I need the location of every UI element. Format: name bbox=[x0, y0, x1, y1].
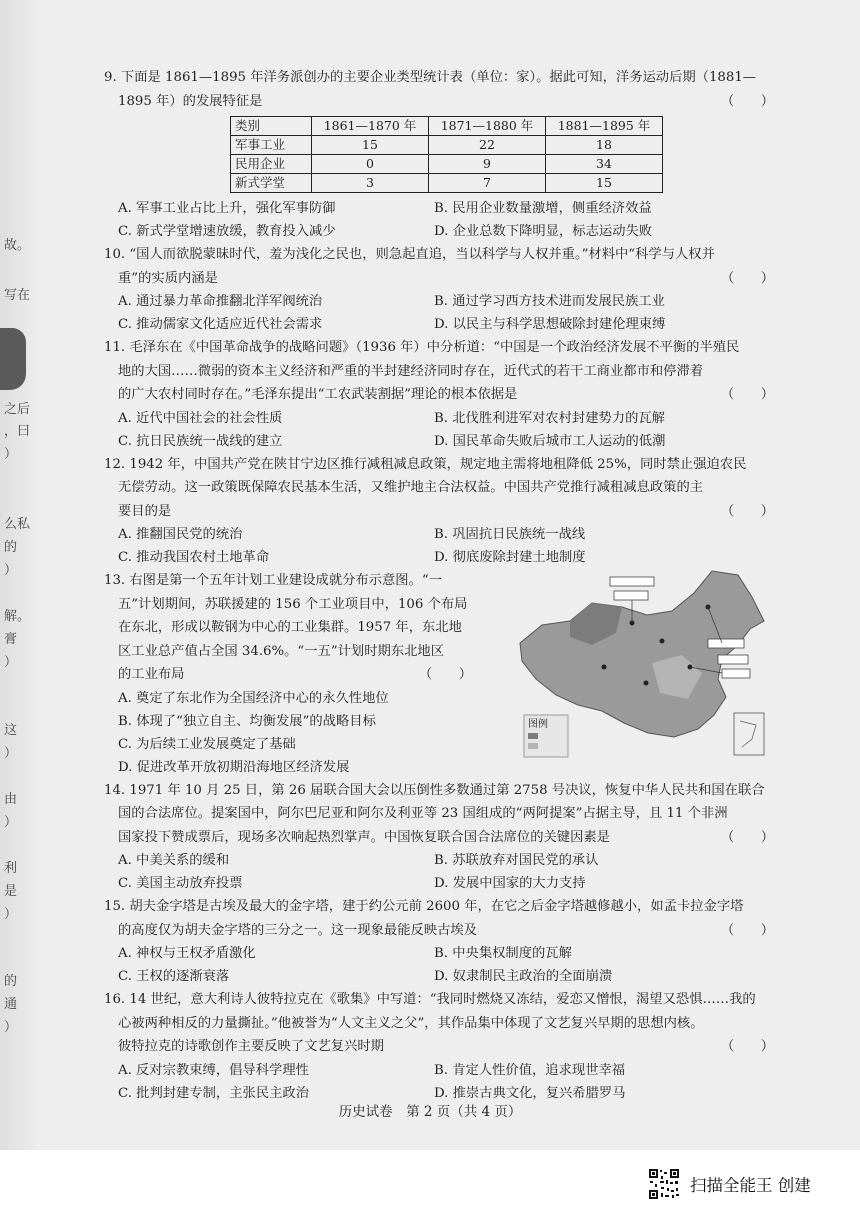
qr-code-icon bbox=[648, 1168, 680, 1200]
option-b: B. 体现了“独立自主、均衡发展”的战略目标 bbox=[118, 713, 376, 729]
edge-text: 么私 bbox=[4, 517, 31, 532]
option-b: B. 北伐胜利进军对农村封建势力的瓦解 bbox=[434, 410, 665, 426]
map-label-box bbox=[610, 577, 654, 586]
table-row bbox=[231, 136, 663, 155]
answer-paren: （ ） bbox=[720, 922, 774, 938]
option-c: C. 推动儒家文化适应近代社会需求 bbox=[118, 317, 323, 332]
option-c: C. 批判封建专制，主张民主政治 bbox=[118, 1085, 310, 1101]
edge-text: 是 bbox=[4, 884, 18, 899]
table-cell: 9 bbox=[429, 155, 546, 174]
option-d: D. 促进改革开放初期沿海地区经济发展 bbox=[118, 759, 350, 775]
answer-paren: （ ） bbox=[720, 829, 774, 845]
left-bleed-margin bbox=[0, 0, 36, 1150]
option-b: B. 巩固抗日民族统一战线 bbox=[434, 527, 586, 542]
question-12 bbox=[104, 453, 774, 570]
option-list bbox=[104, 290, 774, 336]
edge-text: ） bbox=[4, 563, 18, 578]
binding-shadow bbox=[0, 328, 26, 390]
edge-text: 这 bbox=[4, 723, 18, 738]
option-a: A. 反对宗教束缚，倡导科学理性 bbox=[118, 1062, 309, 1078]
table-header: 1881—1895 年 bbox=[546, 117, 663, 136]
option-list bbox=[104, 1059, 774, 1105]
table-cell: 7 bbox=[429, 174, 546, 193]
south-sea-inset bbox=[734, 713, 764, 755]
option-list bbox=[104, 407, 774, 453]
option-d: D. 发展中国家的大力支持 bbox=[434, 876, 586, 891]
table-cell: 15 bbox=[546, 174, 663, 193]
option-d: D. 以民主与科学思想破除封建伦理束缚 bbox=[434, 317, 666, 332]
question-stem: 13. 右图是第一个五年计划工业建设成就分布示意图。“一 bbox=[104, 573, 442, 588]
question-stem: 五”计划期间，苏联援建的 156 个工业项目中，106 个布局 bbox=[118, 596, 468, 612]
option-c: C. 新式学堂增速放缓，教育投入减少 bbox=[118, 224, 336, 239]
table-cell: 15 bbox=[312, 136, 429, 155]
answer-paren: （ ） bbox=[720, 93, 774, 109]
question-stem: 无偿劳动。这一政策既保障农民基本生活，又维护地主合法权益。中国共产党推行减租减息政策的主 bbox=[118, 480, 704, 495]
edge-text: ） bbox=[4, 447, 18, 462]
map-label-box bbox=[708, 639, 744, 648]
table-cell: 新式学堂 bbox=[231, 174, 312, 193]
question-stem: 的广大农村同时存在。”毛泽东提出“工农武装割据”理论的根本依据是 bbox=[118, 387, 518, 402]
question-stem: 地的大国……微弱的资本主义经济和严重的半封建经济同时存在，近代式的若干工商业都市和停滞着 bbox=[118, 363, 704, 379]
option-a: A. 军事工业占比上升，强化军事防御 bbox=[118, 201, 336, 216]
option-b: B. 通过学习西方技术进而发展民族工业 bbox=[434, 294, 665, 309]
answer-paren: （ ） bbox=[720, 270, 774, 286]
answer-paren: （ ） bbox=[720, 387, 774, 402]
question-stem: 9. 下面是 1861—1895 年洋务派创办的主要企业类型统计表（单位：家）。据此可知，洋务运动后期（1881— bbox=[104, 70, 757, 85]
question-stem: 区工业总产值占全国 34.6%。“一五”计划时期东北地区 bbox=[118, 643, 445, 659]
question-13 bbox=[104, 569, 774, 779]
option-b: B. 肯定人性价值，追求现世幸福 bbox=[434, 1062, 626, 1078]
table-header: 1871—1880 年 bbox=[429, 117, 546, 136]
option-c: C. 抗日民族统一战线的建立 bbox=[118, 433, 283, 449]
option-c: C. 推动我国农村土地革命 bbox=[118, 550, 270, 565]
table-header: 类别 bbox=[231, 117, 312, 136]
map-label-box bbox=[722, 669, 750, 678]
question-15 bbox=[104, 895, 774, 988]
table-cell: 民用企业 bbox=[231, 155, 312, 174]
edge-text: ） bbox=[4, 815, 18, 830]
question-9 bbox=[104, 66, 774, 243]
scanner-brand bbox=[648, 1168, 811, 1200]
option-d: D. 彻底废除封建土地制度 bbox=[434, 550, 586, 565]
option-b: B. 苏联放弃对国民党的承认 bbox=[434, 853, 599, 868]
map-point bbox=[602, 665, 607, 670]
edge-text: ） bbox=[4, 746, 18, 761]
table-cell: 0 bbox=[312, 155, 429, 174]
option-d: D. 国民革命失败后城市工人运动的低潮 bbox=[434, 433, 666, 449]
map-legend-title: 图例 bbox=[528, 719, 548, 730]
table-cell: 22 bbox=[429, 136, 546, 155]
table-cell: 34 bbox=[546, 155, 663, 174]
question-stem: 10. “国人而欲脱蒙昧时代，羞为浅化之民也，则急起直追，当以科学与人权并重。”材料中“科学与人权并 bbox=[104, 247, 715, 262]
edge-text: 的 bbox=[4, 540, 18, 555]
edge-text: ，曰 bbox=[4, 424, 31, 439]
answer-paren: （ ） bbox=[418, 667, 472, 682]
option-b: B. 中央集权制度的瓦解 bbox=[434, 946, 572, 961]
question-10 bbox=[104, 243, 774, 336]
option-a: A. 神权与王权矛盾激化 bbox=[118, 946, 256, 961]
edge-text: 之后 bbox=[4, 402, 31, 417]
edge-text: ） bbox=[4, 907, 18, 922]
edge-text: ） bbox=[4, 655, 18, 670]
option-list bbox=[104, 942, 774, 988]
question-16 bbox=[104, 988, 774, 1105]
edge-text: 解。 bbox=[4, 609, 31, 624]
option-d: D. 推崇古典文化，复兴希腊罗马 bbox=[434, 1085, 626, 1101]
answer-paren: （ ） bbox=[720, 503, 774, 519]
table-header: 1861—1870 年 bbox=[312, 117, 429, 136]
table-cell: 18 bbox=[546, 136, 663, 155]
edge-text: 利 bbox=[4, 861, 18, 876]
question-stem: 的工业布局 bbox=[118, 667, 185, 682]
option-a: A. 奠定了东北作为全国经济中心的永久性地位 bbox=[118, 690, 389, 706]
option-a: A. 中美关系的缓和 bbox=[118, 853, 230, 868]
table-row bbox=[231, 155, 663, 174]
question-stem: 心被两种相反的力量撕扯。”他被誉为“人文主义之父”，其作品集中体现了文艺复兴早期的思想内核。 bbox=[118, 1015, 704, 1031]
answer-paren: （ ） bbox=[720, 1039, 774, 1054]
edge-text: 由 bbox=[4, 792, 18, 807]
edge-text: 通 bbox=[4, 997, 18, 1012]
table-header-row bbox=[231, 117, 663, 136]
option-list bbox=[104, 849, 774, 895]
china-industry-map bbox=[512, 563, 777, 763]
enterprise-stats-table bbox=[230, 116, 663, 193]
inset-islands bbox=[740, 721, 756, 747]
question-stem: 15. 胡夫金字塔是古埃及最大的金字塔，建于约公元前 2600 年，在它之后金字塔越修越小，如孟卡拉金字塔 bbox=[104, 899, 744, 914]
question-stem: 1895 年）的发展特征是 bbox=[118, 93, 263, 109]
table-row bbox=[231, 174, 663, 193]
edge-text: ） bbox=[4, 1020, 18, 1035]
legend-swatch bbox=[528, 743, 538, 749]
option-c: C. 美国主动放弃投票 bbox=[118, 876, 243, 891]
question-stem: 国的合法席位。提案国中，阿尔巴尼亚和阿尔及利亚等 23 国组成的“两阿提案”占据主导，且 11 个非洲 bbox=[118, 806, 728, 821]
table-cell: 3 bbox=[312, 174, 429, 193]
question-stem: 重”的实质内涵是 bbox=[118, 270, 218, 286]
option-c: C. 王权的逐渐衰落 bbox=[118, 969, 230, 984]
question-stem: 国家投下赞成票后，现场多次响起热烈掌声。中国恢复联合国合法席位的关键因素是 bbox=[118, 829, 610, 845]
question-stem: 彼特拉克的诗歌创作主要反映了文艺复兴时期 bbox=[118, 1039, 384, 1054]
map-label-box bbox=[718, 655, 748, 664]
option-d: D. 企业总数下降明显，标志运动失败 bbox=[434, 224, 653, 239]
table-cell: 军事工业 bbox=[231, 136, 312, 155]
option-d: D. 奴隶制民主政治的全面崩溃 bbox=[434, 969, 613, 984]
question-stem: 16. 14 世纪，意大利诗人彼特拉克在《歌集》中写道：“我同时燃烧又冻结，爱恋又憎恨，渴望又恐惧……我的 bbox=[104, 992, 756, 1007]
edge-text: 的 bbox=[4, 974, 18, 989]
page-footer: 历史试卷 第 2 页（共 4 页） bbox=[338, 1104, 522, 1120]
option-b: B. 民用企业数量激增，侧重经济效益 bbox=[434, 201, 652, 216]
question-stem: 12. 1942 年，中国共产党在陕甘宁边区推行减租减息政策，规定地主需将地租降低 25%，同时禁止强迫农民 bbox=[104, 456, 747, 472]
option-c: C. 为后续工业发展奠定了基础 bbox=[118, 736, 296, 752]
question-stem: 的高度仅为胡夫金字塔的三分之一。这一现象最能反映古埃及 bbox=[118, 922, 478, 938]
map-point bbox=[660, 639, 665, 644]
question-14 bbox=[104, 779, 774, 896]
map-label-box bbox=[614, 591, 648, 600]
brand-label: 扫描全能王 创建 bbox=[690, 1176, 811, 1195]
question-stem: 11. 毛泽东在《中国革命战争的战略问题》（1936 年）中分析道：“中国是一个政治经济发展不平衡的半殖民 bbox=[104, 340, 740, 355]
legend-swatch bbox=[528, 733, 538, 739]
option-list bbox=[104, 197, 774, 243]
question-column bbox=[104, 66, 774, 1105]
question-stem: 14. 1971 年 10 月 25 日，第 26 届联合国大会以压倒性多数通过第 2758 号决议，恢复中华人民共和国在联合 bbox=[104, 782, 765, 798]
map-drawing bbox=[512, 563, 777, 763]
option-a: A. 推翻国民党的统治 bbox=[118, 527, 243, 542]
question-11 bbox=[104, 336, 774, 453]
edge-text: 故。 bbox=[4, 238, 31, 253]
edge-text: 膏 bbox=[4, 632, 18, 647]
option-a: A. 近代中国社会的社会性质 bbox=[118, 410, 283, 426]
option-a: A. 通过暴力革命推翻北洋军阀统治 bbox=[118, 294, 323, 309]
question-stem: 在东北，形成以鞍钢为中心的工业集群。1957 年，东北地 bbox=[118, 620, 462, 635]
edge-text: 写在 bbox=[4, 288, 31, 303]
question-stem: 要目的是 bbox=[118, 503, 172, 519]
map-point bbox=[644, 681, 649, 686]
